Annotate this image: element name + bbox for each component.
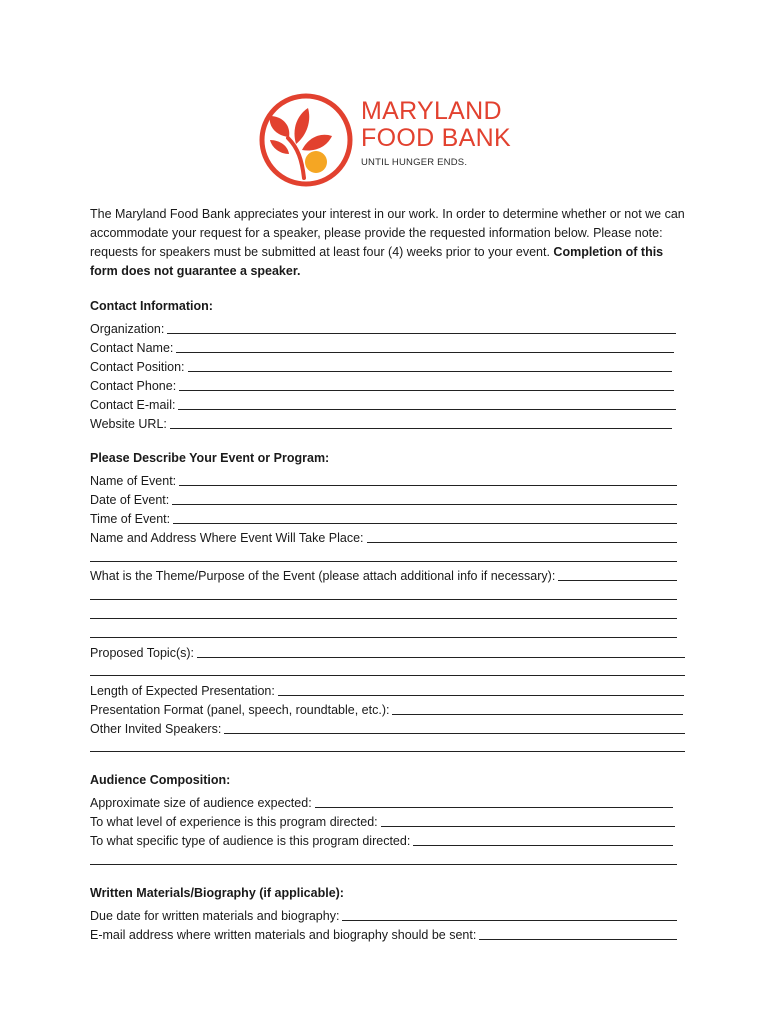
audience-size-field[interactable] (90, 792, 673, 811)
event-time-input-line[interactable] (173, 523, 677, 524)
proposed-topics-extra-line[interactable] (90, 675, 685, 676)
presentation-format-field[interactable] (90, 699, 683, 718)
presentation-length-input-line[interactable] (278, 695, 684, 696)
intro-text: The Maryland Food Bank appreciates your interest in our work. In order to determine whether or not we can accommodate your request for a speaker, please provide the requested information below. Please note: requests for speakers must be submitted at least four (4) weeks prior to your event. (90, 207, 685, 259)
organization-input-line[interactable] (167, 333, 676, 334)
contact-email-field[interactable] (90, 394, 676, 413)
audience-type-label: To what specific type of audience is this program directed: (90, 834, 411, 848)
event-address-field[interactable] (90, 527, 677, 546)
other-speakers-label: Other Invited Speakers: (90, 722, 222, 736)
website-label: Website URL: (90, 417, 167, 431)
audience-heading: Audience Composition: (90, 773, 231, 787)
audience-type-extra-line[interactable] (90, 864, 677, 865)
audience-size-input-line[interactable] (315, 807, 673, 808)
other-speakers-input-line[interactable] (224, 733, 685, 734)
presentation-length-field[interactable] (90, 680, 684, 699)
audience-experience-label: To what level of experience is this program directed: (90, 815, 378, 829)
contact-position-field[interactable] (90, 356, 672, 375)
materials-due-date-input-line[interactable] (342, 920, 677, 921)
organization-field[interactable] (90, 318, 676, 337)
website-field[interactable] (90, 413, 672, 432)
proposed-topics-field[interactable] (90, 642, 685, 661)
contact-heading: Contact Information: (90, 299, 213, 313)
audience-type-field[interactable] (90, 830, 673, 849)
event-date-field[interactable] (90, 489, 677, 508)
contact-position-label: Contact Position: (90, 360, 185, 374)
presentation-format-label: Presentation Format (panel, speech, roundtable, etc.): (90, 703, 390, 717)
event-theme-extra-line-2[interactable] (90, 618, 677, 619)
contact-email-input-line[interactable] (178, 409, 676, 410)
contact-phone-label: Contact Phone: (90, 379, 177, 393)
materials-due-date-label: Due date for written materials and biography: (90, 909, 340, 923)
contact-phone-input-line[interactable] (179, 390, 674, 391)
food-bank-leaf-icon (258, 92, 354, 188)
event-name-input-line[interactable] (179, 485, 677, 486)
logo-line-1: MARYLAND (361, 97, 502, 125)
event-theme-input-line[interactable] (558, 580, 677, 581)
maryland-food-bank-logo (258, 92, 518, 188)
contact-position-input-line[interactable] (188, 371, 673, 372)
other-speakers-extra-line[interactable] (90, 751, 685, 752)
event-theme-extra-line-3[interactable] (90, 637, 677, 638)
website-input-line[interactable] (170, 428, 672, 429)
audience-type-input-line[interactable] (413, 845, 673, 846)
event-time-label: Time of Event: (90, 512, 171, 526)
presentation-length-label: Length of Expected Presentation: (90, 684, 275, 698)
materials-email-field[interactable] (90, 924, 677, 943)
logo-tagline: UNTIL HUNGER ENDS. (361, 157, 468, 168)
event-address-input-line[interactable] (367, 542, 677, 543)
contact-name-input-line[interactable] (176, 352, 674, 353)
audience-experience-input-line[interactable] (381, 826, 675, 827)
organization-label: Organization: (90, 322, 165, 336)
event-date-label: Date of Event: (90, 493, 170, 507)
event-name-label: Name of Event: (90, 474, 177, 488)
event-address-label: Name and Address Where Event Will Take Place: (90, 531, 364, 545)
event-time-field[interactable] (90, 508, 677, 527)
proposed-topics-input-line[interactable] (197, 657, 685, 658)
event-name-field[interactable] (90, 470, 677, 489)
intro-paragraph (90, 205, 690, 281)
contact-name-label: Contact Name: (90, 341, 174, 355)
event-theme-extra-line-1[interactable] (90, 599, 677, 600)
event-date-input-line[interactable] (172, 504, 677, 505)
intro-disclaimer: Completion of this form does not guarantee a speaker. (90, 245, 664, 278)
audience-experience-field[interactable] (90, 811, 675, 830)
materials-due-date-field[interactable] (90, 905, 677, 924)
event-theme-label: What is the Theme/Purpose of the Event (please attach additional info if necessary): (90, 569, 556, 583)
event-theme-field[interactable] (90, 565, 677, 584)
contact-phone-field[interactable] (90, 375, 674, 394)
presentation-format-input-line[interactable] (392, 714, 683, 715)
audience-size-label: Approximate size of audience expected: (90, 796, 312, 810)
contact-name-field[interactable] (90, 337, 674, 356)
logo-line-2: FOOD BANK (361, 124, 511, 152)
other-speakers-field[interactable] (90, 718, 685, 737)
proposed-topics-label: Proposed Topic(s): (90, 646, 194, 660)
materials-heading: Written Materials/Biography (if applicable): (90, 886, 344, 900)
materials-email-input-line[interactable] (479, 939, 677, 940)
materials-email-label: E-mail address where written materials and biography should be sent: (90, 928, 477, 942)
event-heading: Please Describe Your Event or Program: (90, 451, 330, 465)
event-address-extra-line[interactable] (90, 561, 677, 562)
contact-email-label: Contact E-mail: (90, 398, 176, 412)
